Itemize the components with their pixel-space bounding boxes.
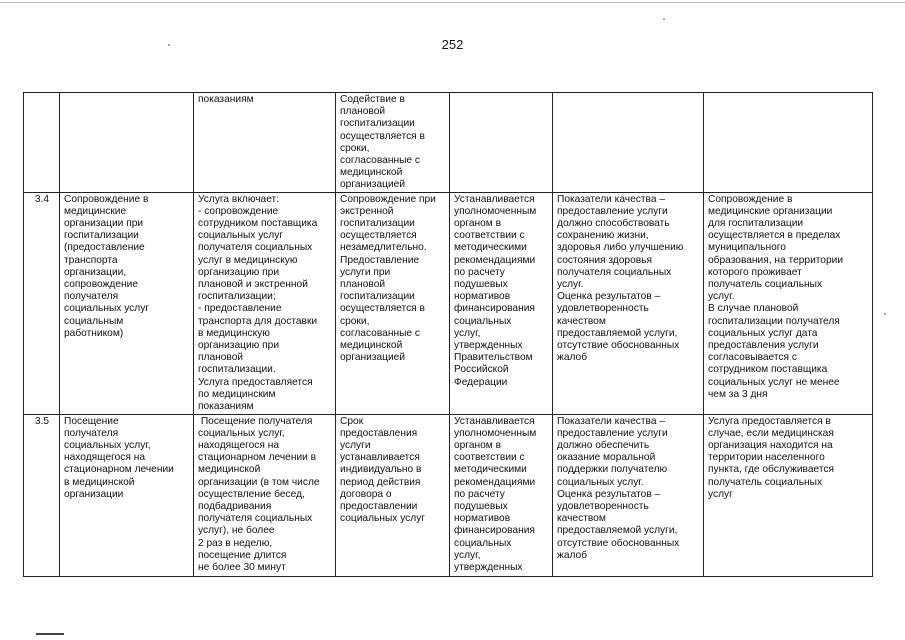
scan-speck [884, 313, 886, 315]
row-number-cell: 3.4 [24, 192, 60, 414]
service-quality-cell: Показатели качества – предоставление услуги должно обеспечить оказание моральной поддержки получателю социальных услуг. Оценка результатов – удовлетворенность качеством предоставляемой услуги, отсутствие обоснованных жалоб [553, 414, 704, 576]
page-number: 252 [441, 37, 464, 52]
service-content-cell: Услуга включает: - сопровождение сотрудником поставщика социальных услуг получателя социальных услуг в медицинскую организацию при плановой и экстренной госпитализации; - предоставление транспорта для доставки в медицинскую организацию при плановой госпитализации. Услуга предоставляется по медицинским показаниям [194, 192, 336, 414]
service-conditions-cell: Услуга предоставляется в случае, если медицинская организация находится на территории населенного пункта, где обслуживается получатель социальных услуг [704, 414, 873, 576]
scan-speck [663, 18, 665, 20]
service-norm-cell [450, 93, 553, 193]
service-quality-cell [553, 93, 704, 193]
services-table [23, 92, 873, 577]
service-norm-cell: Устанавливается уполномоченным органом в соответствии с методическими рекомендациями по расчету подушевых нормативов финансирования социальных услуг, утвержденных [450, 414, 553, 576]
scan-artifact-mark [36, 633, 64, 635]
service-term-cell: Содействие в плановой госпитализации осуществляется в сроки, согласованные с медицинской организацией [336, 93, 450, 193]
row-number-cell [24, 93, 60, 193]
table-row [24, 192, 873, 414]
service-name-cell: Сопровождение в медицинские организации при госпитализации (предоставление транспорта организации, сопровождение получателя социальных услуг социальным работником) [60, 192, 194, 414]
service-conditions-cell: Сопровождение в медицинские организации для госпитализации осуществляется в пределах муниципального образования, на территории которого проживает получатель социальных услуг. В случае плановой госпитализации получателя социальных услуг дата предоставления услуги согласовывается с сотрудником поставщика социальных услуг не менее чем за 3 дня [704, 192, 873, 414]
table-row [24, 414, 873, 576]
service-term-cell: Срок предоставления услуги устанавливается индивидуально в период действия договора о предоставлении социальных услуг [336, 414, 450, 576]
service-name-cell: Посещение получателя социальных услуг, находящегося на стационарном лечении в медицинской организации [60, 414, 194, 576]
service-content-cell: показаниям [194, 93, 336, 193]
table-row [24, 93, 873, 193]
service-quality-cell: Показатели качества – предоставление услуги должно способствовать сохранению жизни, здоровья либо улучшению состояния здоровья получателя социальных услуг. Оценка результатов – удовлетворенность качеством предоставляемой услуги, отсутствие обоснованных жалоб [553, 192, 704, 414]
row-number-cell: 3.5 [24, 414, 60, 576]
service-norm-cell: Устанавливается уполномоченным органом в соответствии с методическими рекомендациями по расчету подушевых нормативов финансирования социальных услуг, утвержденных Правительством Российской Федерации [450, 192, 553, 414]
scan-artifact-line [0, 2, 905, 3]
service-name-cell [60, 93, 194, 193]
service-conditions-cell [704, 93, 873, 193]
service-term-cell: Сопровождение при экстренной госпитализации осуществляется незамедлительно. Предоставление услуги при плановой госпитализации осуществляется в сроки, согласованные с медицинской организацией [336, 192, 450, 414]
service-content-cell: Посещение получателя социальных услуг, находящегося на стационарном лечении в медицинской организации (в том числе осуществление бесед, подбадривания получателя социальных услуг), не более 2 раз в неделю, посещение длится не более 30 минут [194, 414, 336, 576]
